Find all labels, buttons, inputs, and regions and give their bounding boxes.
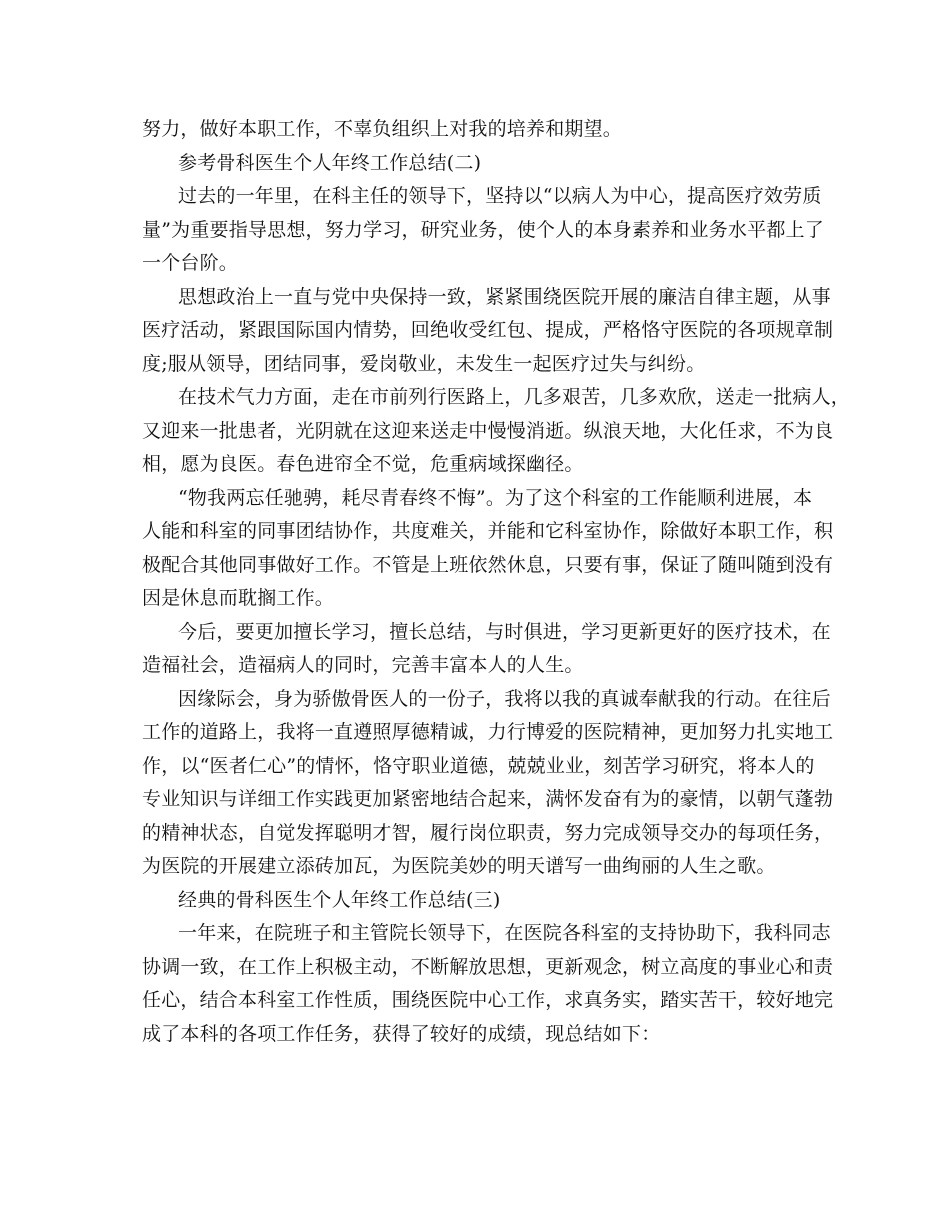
text-line: 努力，做好本职工作，不辜负组织上对我的培养和期望。 [142,118,623,140]
text-line: 作，以“医者仁心”的情怀，恪守职业道德，兢兢业业，刻苦学习研究，将本人的 [142,754,815,777]
text-line: 极配合其他同事做好工作。不管是上班依然休息，只要有事，保证了随叫随到没有 [142,553,834,576]
text-line: 任心，结合本科室工作性质，围绕医院中心工作，求真务实，踏实苦干，较好地完 [142,989,834,1011]
text-line: 工作的道路上，我将一直遵照厚德精诚，力行博爱的医院精神，更加努力扎实地工 [142,721,834,743]
text-line: 今后，要更加擅长学习，擅长总结，与时俱进，学习更新更好的医疗技术，在 [178,620,831,643]
text-line: 为医院的开展建立添砖加瓦，为医院美妙的明天谱写一曲绚丽的人生之歌。 [142,855,776,877]
text-line: 度;服从领导，团结同事，爱岗敬业，未发生一起医疗过失与纠纷。 [142,352,706,375]
text-line: 又迎来一批患者，光阴就在这迎来送走中慢慢消逝。纵浪天地，大化任求，不为良 [142,419,834,442]
text-line: 造福社会，造福病人的同时，完善丰富本人的人生。 [142,654,584,676]
text-line: 因缘际会，身为骄傲骨医人的一份子，我将以我的真诚奉献我的行动。在往后 [178,687,831,710]
document-page [142,113,851,1051]
section-heading: 参考骨科医生个人年终工作总结(二) [178,151,482,174]
text-line: 人能和科室的同事团结协作，共度难关，并能和它科室协作，除做好本职工作，积 [142,520,834,542]
text-line: 因是休息而耽搁工作。 [142,587,335,609]
text-line: 成了本科的各项工作任务，获得了较好的成绩，现总结如下： [142,1022,661,1045]
text-line: 一年来，在院班子和主管院长领导下，在医院各科室的支持协助下，我科同志 [178,922,831,944]
section-heading: 经典的骨科医生个人年终工作总结(三) [178,888,501,911]
text-line: 过去的一年里，在科主任的领导下，坚持以“以病人为中心，提高医疗效劳质 [178,185,822,207]
text-line: 量”为重要指导思想，努力学习，研究业务，使个人的本身素养和业务水平都上了 [142,218,824,241]
text-line: “物我两忘任驰骋，耗尽青春终不悔”。为了这个科室的工作能顺利进展，本 [178,486,813,509]
text-line: 相，愿为良医。春色进帘全不觉，危重病域探幽径。 [142,453,584,475]
text-line: 思想政治上一直与党中央保持一致，紧紧围绕医院开展的廉洁自律主题，从事 [178,285,831,308]
text-line: 在技术气力方面，走在市前列行医路上，几多艰苦，几多欢欣，送走一批病人， [178,386,851,408]
text-line: 的精神状态，自觉发挥聪明才智，履行岗位职责，努力完成领导交办的每项任务， [142,821,834,844]
text-line: 医疗活动，紧跟国际国内情势，回绝收受红包、提成，严格恪守医院的各项规章制 [142,319,834,341]
text-line: 一个台阶。 [142,252,239,274]
text-line: 协调一致，在工作上积极主动，不断解放思想，更新观念，树立高度的事业心和责 [142,955,834,978]
text-line: 专业知识与详细工作实践更加紧密地结合起来，满怀发奋有为的豪情，以朝气蓬勃 [142,788,834,810]
